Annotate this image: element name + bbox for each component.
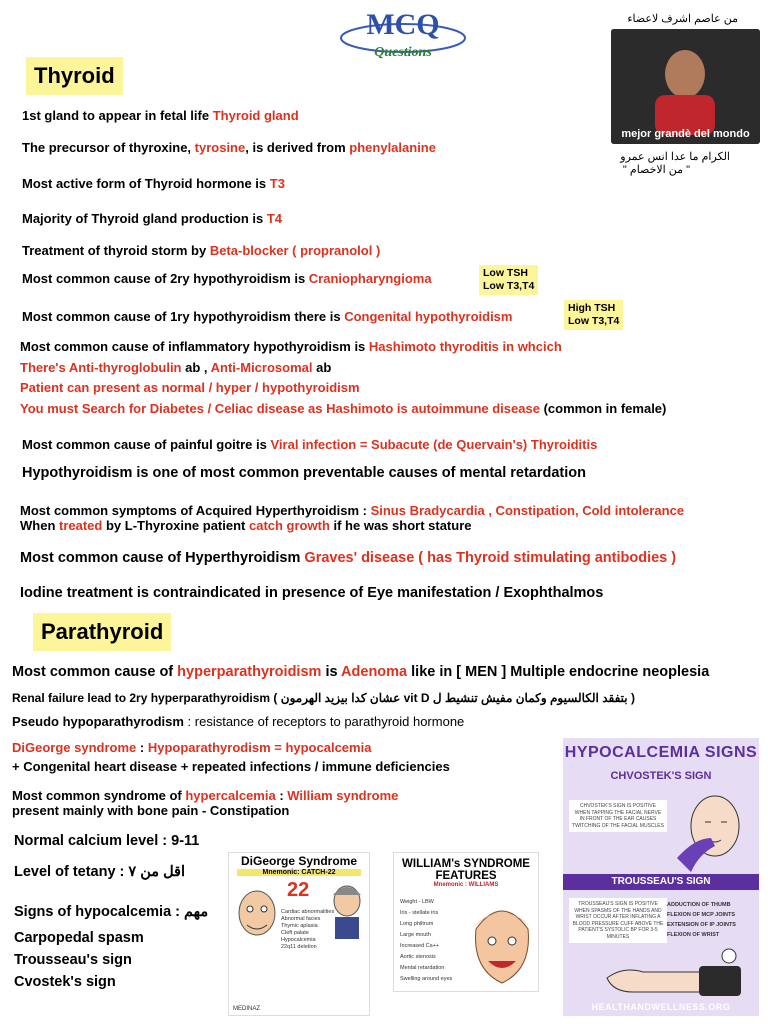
hypocalcemia-signs-card: [563, 738, 759, 1016]
digeorge-footer: MEDINAZ: [233, 1006, 260, 1012]
fact-painful-goitre: Most common cause of painful goitre is Viral infection = Subacute (de Quervain's) Thyroiditis: [22, 437, 598, 452]
william-title-b: FEATURES: [435, 870, 497, 882]
fact-digeorge: DiGeorge syndrome : Hypoparathyrodism = hypocalcemia: [12, 740, 372, 755]
william-features-list: Weight - LBW Iris - stellate iris Long philtrum Large mouth Increased Ca++ Aortic stenosis Mental retardation Swelling around eyes: [400, 899, 453, 982]
digeorge-card: [228, 852, 370, 1016]
fact-hyperparathyroidism-cause: Most common cause of hyperparathyroidism is Adenoma like in [ MEN ] Multiple endocrine neoplesia: [12, 664, 710, 680]
fact-hypocalcemia-signs: Signs of hypocalcemia : مهم: [14, 904, 209, 920]
fact-thyroxine-precursor: The precursor of thyroxine, tyrosine, is derived from phenylalanine: [22, 140, 436, 155]
fact-antibodies: There's Anti-thyroglobulin ab , Anti-Microsomal ab: [20, 360, 332, 375]
thyroid-section-title: Thyroid: [26, 57, 123, 95]
trousseau-description: TROUSSEAU'S SIGN IS POSITIVE WHEN SPASMS OF THE HANDS AND WRIST OCCUR AFTER INFLATING A BLOOD PRESSURE CUFF ABOVE THE PATIENT'S SYSTOLIC BP FOR 3-5 MINUTES: [569, 898, 667, 943]
fact-digeorge-features: + Congenital heart disease + repeated infections / immune deficiencies: [12, 759, 450, 774]
fact-acquired-hyperthyroidism: Most common symptoms of Acquired Hyperthyroidism : Sinus Bradycardia , Constipation, Cold intolerance: [20, 503, 685, 518]
fact-2ry-hypothyroidism: Most common cause of 2ry hypothyroidism is Craniopharyngioma: [22, 271, 432, 286]
fact-inflammatory-hypothyroidism: Most common cause of inflammatory hypothyroidism is Hashimoto thyroditis in whcich: [20, 339, 562, 354]
fact-hypercalcemia-syndrome: Most common syndrome of hypercalcemia : William syndrome: [12, 788, 399, 803]
svg-text:MCQ: MCQ: [366, 8, 440, 41]
fact-presentation: Patient can present as normal / hyper / hypothyroidism: [20, 380, 360, 395]
hypocalcemia-card-title: HYPOCALCEMIA SIGNS: [564, 744, 758, 761]
fact-graves: Most common cause of Hyperthyroidism Graves' disease ( has Thyroid stimulating antibodies ): [20, 550, 677, 566]
blood-pressure-cuff-icon: [603, 948, 753, 998]
trousseau-bullets: ADDUCTION OF THUMB FLEXION OF MCP JOINTS EXTENSION OF IP JOINTS FLEXION OF WRIST: [667, 902, 736, 938]
fact-normal-calcium: Normal calcium level : 9-11: [14, 833, 200, 849]
digeorge-title: DiGeorge Syndrome: [240, 854, 358, 868]
william-card: [393, 852, 539, 992]
trousseau-heading: TROUSSEAU'S SIGN: [563, 874, 759, 890]
sign-trousseau: Trousseau's sign: [14, 952, 132, 968]
photo-caption: mejor grandè del mondo: [621, 128, 750, 140]
fact-renal-failure: Renal failure lead to 2ry hyperparathyroidism ( بتفقد الكالسيوم وكمان مفيش تنشيط ل vit D عشان كدا بيزيد الهرمون ): [12, 691, 635, 705]
fact-pseudo-hypoparathyroidism: Pseudo hypoparathyrodism : resistance of receptors to parathyroid hormone: [12, 714, 465, 729]
cartoon-face-icon: [235, 883, 280, 953]
hypocalcemia-card-footer: HEALTHANDWELLNESS.ORG: [591, 1002, 731, 1012]
arabic-dedication-bottom-1: الكرام ما عدا انس عمرو: [620, 151, 730, 163]
fact-thyroid-storm: Treatment of thyroid storm by Beta-blocker ( propranolol ): [22, 243, 381, 258]
arabic-dedication-bottom-2: " من الاخصام ": [622, 164, 690, 176]
chvostek-heading: CHVOSTEK'S SIGN: [610, 770, 712, 782]
face-tap-icon: [675, 788, 753, 874]
catch22-list: Cardiac abnormalities Abnormal facies Thymic aplasia Cleft palate Hypocalcemia 22q11 deletion: [281, 909, 335, 950]
person-photo-icon: [611, 29, 760, 144]
digeorge-mnemonic: Mnemonic: CATCH-22: [237, 869, 361, 876]
william-mnemonic: Mnemonic : WILLIAMS: [433, 882, 499, 888]
parathyroid-section-title: Parathyroid: [33, 613, 171, 651]
chvostek-description: CHVOSTEK'S SIGN IS POSITIVE WHEN TAPPING THE FACIAL NERVE IN FRONT OF THE EAR CAUSES TWITCHING OF THE FACIAL MUSCLES: [569, 800, 667, 832]
fact-1ry-hypothyroidism: Most common cause of 1ry hypothyroidism there is Congenital hypothyroidism: [22, 309, 513, 324]
mcq-logo: [338, 4, 468, 62]
arabic-dedication-top: من عاصم اشرف لاعضاء: [627, 13, 738, 25]
fact-active-hormone: Most active form of Thyroid hormone is T3: [22, 176, 285, 191]
elf-face-icon: [470, 899, 534, 987]
fact-first-gland: 1st gland to appear in fetal life Thyroid gland: [22, 108, 299, 123]
svg-text:Questions: Questions: [374, 45, 432, 60]
sign-cvostek: Cvostek's sign: [14, 974, 116, 990]
william-title-a: WILLIAM's SYNDROME: [402, 858, 530, 870]
fact-iodine-contraindication: Iodine treatment is contraindicated in presence of Eye manifestation / Exophthalmos: [20, 585, 604, 601]
note-low-tsh: Low TSH Low T3,T4: [479, 265, 538, 295]
note-high-tsh: High TSH Low T3,T4: [564, 300, 623, 330]
fact-majority-production: Majority of Thyroid gland production is T4: [22, 211, 283, 226]
fact-catch-growth: When treated by L-Thyroxine patient catch growth if he was short stature: [20, 518, 472, 533]
profile-photo: [611, 29, 760, 144]
fact-mental-retardation: Hypothyroidism is one of most common preventable causes of mental retardation: [22, 465, 587, 481]
digeorge-number: 22: [287, 879, 310, 901]
fact-bone-pain: present mainly with bone pain - Constipation: [12, 803, 290, 818]
fact-search-diabetes: You must Search for Diabetes / Celiac disease as Hashimoto is autoimmune disease (common in female): [20, 401, 667, 416]
sign-carpopedal-spasm: Carpopedal spasm: [14, 930, 144, 946]
fact-tetany-level: Level of tetany : اقل من ٧: [14, 864, 186, 880]
